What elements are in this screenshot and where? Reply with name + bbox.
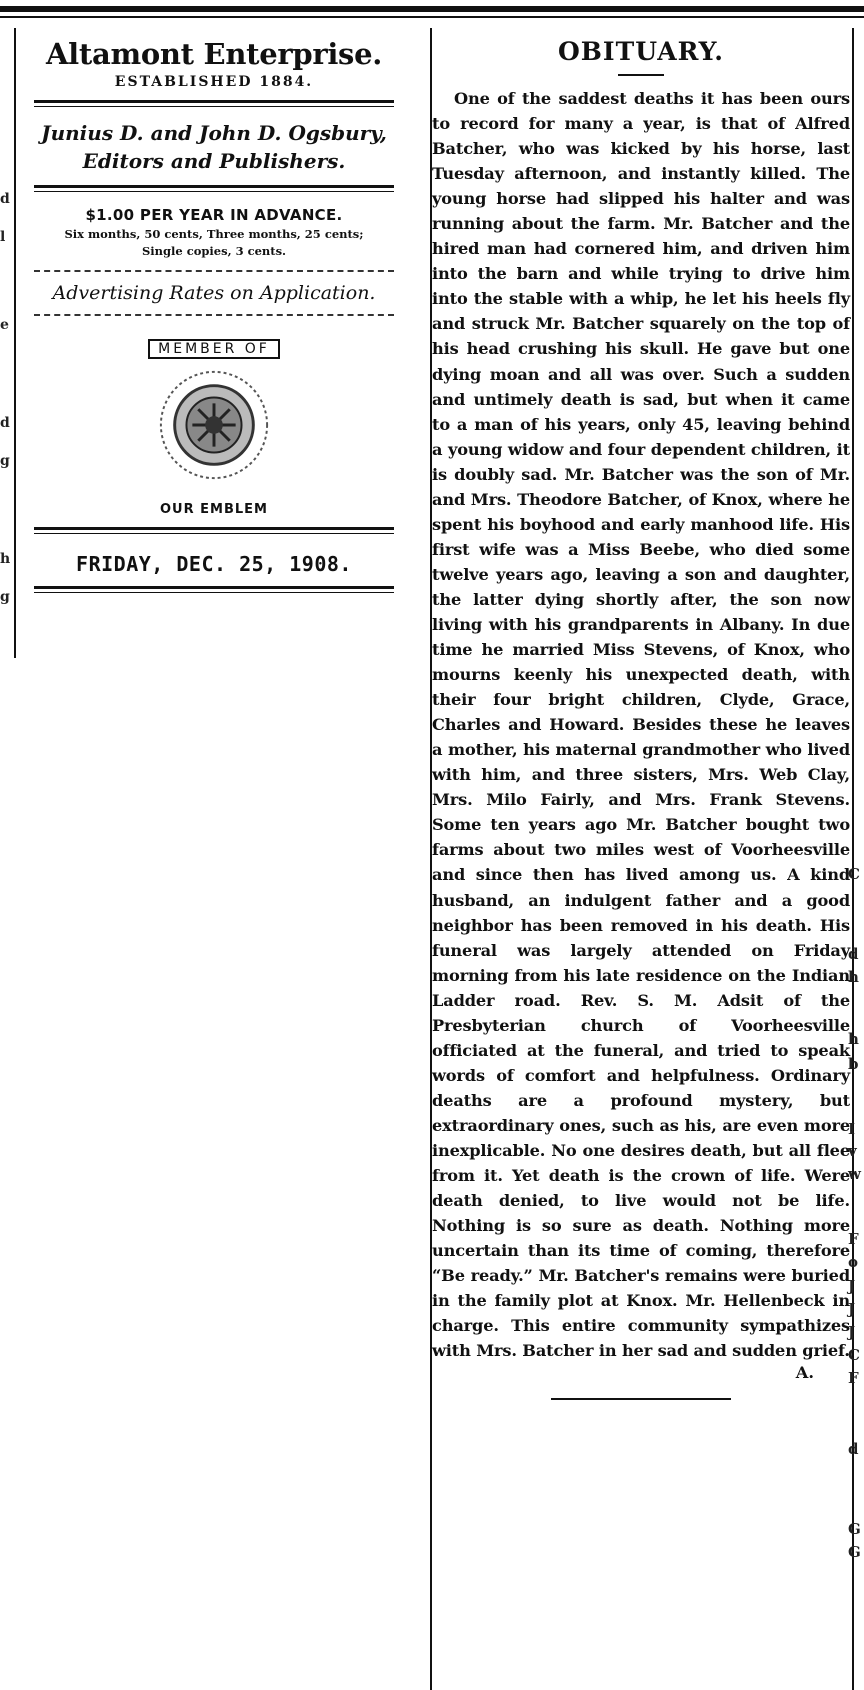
page-top-rule-thin	[0, 16, 864, 18]
edge-fragment: d	[848, 1440, 859, 1458]
edge-fragment: h	[848, 1030, 859, 1048]
page-top-rule	[0, 6, 864, 12]
emblem-label: MEMBER OF	[148, 339, 280, 359]
article-body: One of the saddest deaths it has been ours to record for many a year, is that of Alfred Batcher, who was kicked by his horse, last Tuesday afternoon, and instantly killed. The young horse had slipped his halter and was running about the farm. Mr. Batcher and the hired man had cornered him, and driven him into the barn and while trying to drive him into the stable with a whip, he let his heels fly and struck Mr. Batcher squarely on the top of his head crushing his skull. He gave but one dying moan and all was over. Such a sudden and untimely death is sad, but when it came to a man of his years, only 45, leaving behind a young widow and four dependent children, it is doubly sad. Mr. Batcher was the son of Mr. and Mrs. Theodore Batcher, of Knox, where he spent his boyhood and early manhood life. His first wife was a Miss Beebe, who died some twelve years ago, leaving a son and daughter, the latter dying shortly after, the son now living with his grandparents in Albany. In due time he married Miss Stevens, of Knox, who mourns keenly his unexpected death, with their four bright children, Clyde, Grace, Charles and Howard. Besides these he leaves a mother, his maternal grandmother who lived with him, and three sisters, Mrs. Web Clay, Mrs. Milo Fairly, and Mrs. Frank Stevens. Some ten years ago Mr. Batcher bought two farms about two miles west of Voorheesville and since then has lived among us. A kind husband, an indulgent father and a good neighbor has been removed in his death. His funeral was largely attended on Friday morning from his late residence on the Indian Ladder road. Rev. S. M. Adsit of the Presbyterian church of Voorheesville officiated at the funeral, and tried to speak words of comfort and helpfulness. Ordinary deaths are a profound mystery, but extraordinary ones, such as his, are even more inexplicable. No one desires death, but all flee from it. Yet death is the crown of life. Were death denied, to live would not be life. Nothing is so sure as death. Nothing more uncertain than its time of coming, therefore “Be ready.” Mr. Batcher's remains were buried in the family plot at Knox. Mr. Hellenbeck in charge. This entire community sympathizes with Mrs. Batcher in her sad and sudden grief.	[432, 89, 850, 1361]
edge-fragment: C	[848, 1346, 860, 1364]
edge-fragment: w	[848, 1165, 861, 1183]
masthead	[28, 36, 400, 593]
edge-fragment: v	[848, 1142, 857, 1160]
edge-fragment: h	[0, 551, 11, 567]
obituary-article	[432, 36, 850, 1400]
column-rule-left	[14, 28, 16, 658]
editors-role: Editors and Publishers.	[82, 149, 346, 173]
edge-fragment: G	[848, 1520, 861, 1538]
edge-fragment: e	[0, 317, 9, 333]
title-rule	[618, 74, 664, 76]
masthead-rule	[34, 270, 394, 272]
edge-fragment: I	[848, 1120, 856, 1138]
edge-fragment: d	[0, 191, 10, 207]
article-end-rule	[551, 1398, 731, 1400]
editors-block	[28, 119, 400, 175]
edge-fragment: J	[848, 1323, 856, 1341]
masthead-rule	[34, 527, 394, 534]
edge-fragment: J	[848, 1277, 856, 1295]
edge-fragment: d	[848, 945, 859, 963]
edge-fragment: g	[0, 589, 10, 605]
masthead-rule	[34, 586, 394, 593]
edge-fragment: F	[848, 1230, 859, 1248]
newspaper-title: Altamont Enterprise.	[45, 37, 383, 71]
masthead-rule	[34, 185, 394, 192]
edge-fragment: G	[848, 1543, 861, 1561]
rates-single-copy: Single copies, 3 cents.	[141, 244, 287, 258]
advertising-line: Advertising Rates on Application.	[52, 282, 376, 304]
press-association-seal-icon	[155, 366, 273, 484]
editors-names: Junius D. and John D. Ogsbury,	[41, 121, 387, 145]
subscription-rates	[28, 226, 400, 260]
edge-fragment: C	[848, 865, 860, 883]
edge-fragment: g	[0, 453, 10, 469]
established-line: ESTABLISHED 1884.	[114, 74, 314, 90]
emblem-caption: OUR EMBLEM	[160, 502, 268, 517]
issue-date: FRIDAY, DEC. 25, 1908.	[76, 552, 352, 576]
edge-fragment: h	[848, 968, 859, 986]
rates-periods: Six months, 50 cents, Three months, 25 cents;	[64, 227, 364, 241]
article-signature: A.	[795, 1363, 814, 1383]
left-column-fragments	[0, 100, 14, 605]
edge-fragment: o	[848, 1253, 859, 1271]
edge-fragment: l	[0, 229, 6, 245]
edge-fragment: d	[0, 415, 10, 431]
edge-fragment: F	[848, 1369, 859, 1387]
masthead-rule	[34, 100, 394, 107]
article-title: OBITUARY.	[558, 37, 724, 66]
press-emblem	[139, 338, 289, 498]
edge-fragment: b	[848, 1055, 859, 1073]
subscription-price: $1.00 PER YEAR IN ADVANCE.	[85, 206, 343, 224]
edge-fragment: J	[848, 1300, 856, 1318]
masthead-rule	[34, 314, 394, 316]
